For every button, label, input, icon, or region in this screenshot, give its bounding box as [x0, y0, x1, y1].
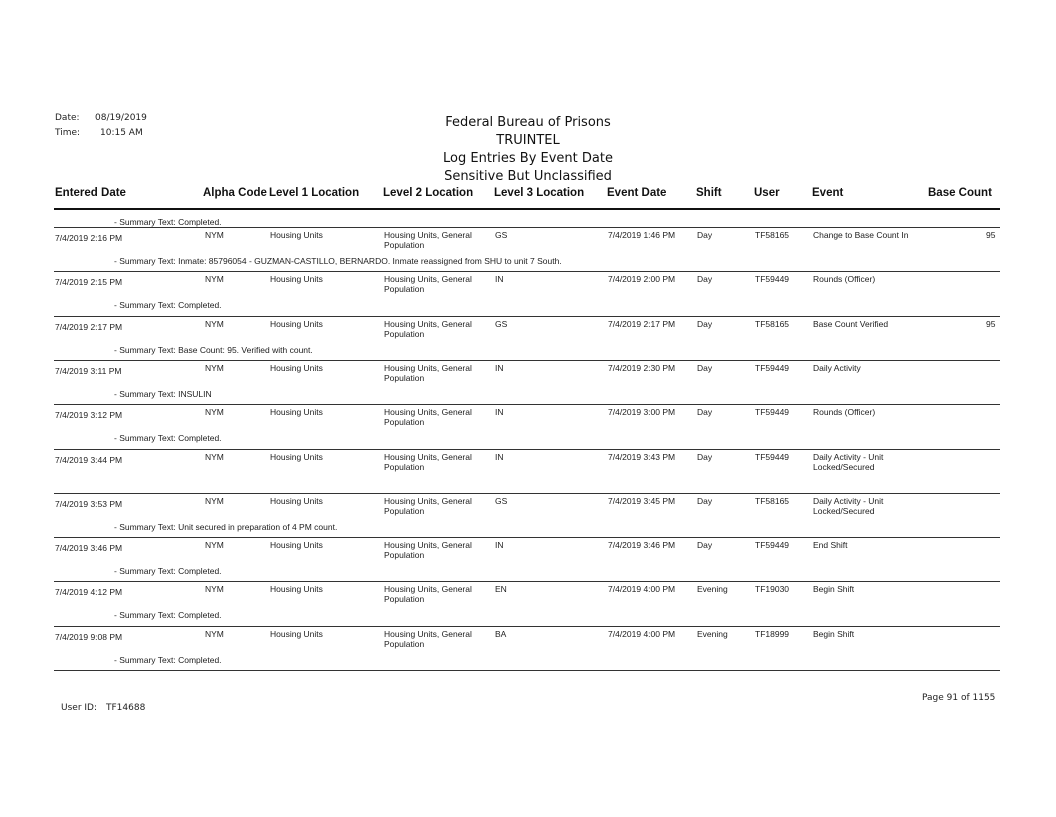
cell-level3-location: IN — [495, 451, 504, 462]
cell-user: TF58165 — [755, 230, 790, 240]
cell-base-count: 95 — [986, 318, 996, 329]
summary-text: - Summary Text: Completed. — [114, 566, 222, 577]
row-separator — [54, 493, 1000, 494]
row-separator — [54, 449, 1000, 450]
row-separator — [54, 404, 1000, 405]
cell-entered-date: 7/4/2019 3:11 PM — [55, 365, 122, 376]
cell-event-date: 7/4/2019 2:30 PM — [608, 362, 676, 373]
cell-event: Change to Base Count In — [813, 230, 909, 240]
cell-level1-location: Housing Units — [270, 540, 323, 551]
cell-alpha-code: NYM — [205, 230, 224, 240]
cell-level2-location: Housing Units, General Population — [384, 407, 472, 428]
summary-text: - Summary Text: Completed. — [114, 433, 222, 444]
cell-level3-location: EN — [495, 584, 507, 595]
cell-level3-location: IN — [495, 540, 504, 551]
cell-base-count: 95 — [986, 230, 996, 240]
cell-user: TF59449 — [755, 362, 790, 373]
cell-alpha-code: NYM — [205, 628, 224, 639]
cell-event-date: 7/4/2019 2:00 PM — [608, 274, 676, 285]
cell-level3-location: IN — [495, 407, 504, 418]
cell-entered-date: 7/4/2019 2:15 PM — [55, 277, 123, 288]
cell-level3-location: GS — [495, 230, 508, 240]
cell-level3-location: GS — [495, 318, 508, 329]
cell-entered-date: 7/4/2019 3:12 PM — [55, 410, 123, 421]
cell-entered-date: 7/4/2019 2:17 PM — [55, 321, 123, 332]
cell-entered-date: 7/4/2019 3:46 PM — [55, 543, 123, 554]
cell-level2-location: Housing Units, General Population — [384, 451, 472, 472]
cell-level3-location: IN — [495, 274, 504, 285]
header-rule — [54, 208, 1000, 210]
summary-text: - Summary Text: Completed. — [114, 610, 222, 621]
cell-shift: Day — [697, 495, 713, 506]
cell-event: End Shift — [813, 540, 848, 551]
date-value: 08/19/2019 — [95, 113, 147, 123]
cell-level2-location: Housing Units, General Population — [384, 230, 472, 250]
summary-text: - Summary Text: Base Count: 95. Verified with count. — [114, 344, 313, 355]
summary-text: - Summary Text: Completed. — [114, 300, 222, 311]
row-separator — [54, 227, 1000, 228]
cell-user: TF59449 — [755, 451, 790, 462]
cell-event-date: 7/4/2019 3:46 PM — [608, 540, 676, 551]
cell-level1-location: Housing Units — [270, 362, 323, 373]
cell-shift: Day — [697, 451, 713, 462]
page-number: Page 91 of 1155 — [922, 693, 996, 703]
cell-level3-location: GS — [495, 495, 508, 506]
col-level1-location: Level 1 Location — [269, 187, 360, 199]
cell-level3-location: IN — [495, 362, 504, 373]
cell-alpha-code: NYM — [205, 540, 224, 551]
cell-user: TF59449 — [755, 407, 790, 418]
cell-level2-location: Housing Units, General Population — [384, 540, 472, 561]
cell-alpha-code: NYM — [205, 274, 224, 285]
cell-user: TF59449 — [755, 274, 790, 285]
cell-event: Daily Activity - Unit Locked/Secured — [813, 495, 884, 516]
row-separator — [54, 537, 1000, 538]
cell-level1-location: Housing Units — [270, 451, 323, 462]
time-label: Time: — [55, 128, 81, 138]
cell-event-date: 7/4/2019 3:45 PM — [608, 495, 676, 506]
cell-level1-location: Housing Units — [270, 318, 323, 329]
cell-user: TF58165 — [755, 318, 790, 329]
row-separator — [54, 360, 1000, 361]
cell-event: Begin Shift — [813, 628, 855, 639]
cell-event: Rounds (Officer) — [813, 407, 876, 418]
cell-shift: Day — [697, 274, 713, 285]
col-level2-location: Level 2 Location — [383, 187, 474, 199]
cell-alpha-code: NYM — [205, 584, 224, 595]
cell-event-date: 7/4/2019 3:00 PM — [608, 407, 676, 418]
cell-alpha-code: NYM — [205, 495, 224, 506]
col-level3-location: Level 3 Location — [494, 187, 585, 199]
col-user: User — [754, 187, 780, 199]
user-id-label: User ID: — [61, 703, 97, 713]
cell-event: Begin Shift — [813, 584, 855, 595]
col-event: Event — [812, 187, 844, 199]
col-event-date: Event Date — [607, 187, 667, 199]
summary-text: - Summary Text: INSULIN — [114, 388, 212, 399]
cell-entered-date: 7/4/2019 4:12 PM — [55, 587, 123, 598]
row-separator — [54, 271, 1000, 272]
cell-event: Daily Activity — [813, 362, 861, 373]
cell-shift: Evening — [697, 584, 728, 595]
cell-level2-location: Housing Units, General Population — [384, 584, 472, 605]
cell-user: TF59449 — [755, 540, 790, 551]
summary-text: - Summary Text: Unit secured in preparation of 4 PM count. — [114, 521, 338, 532]
cell-level2-location: Housing Units, General Population — [384, 495, 472, 516]
title-agency: Federal Bureau of Prisons — [445, 115, 611, 130]
cell-entered-date: 7/4/2019 3:44 PM — [55, 454, 123, 465]
cell-shift: Day — [697, 362, 713, 373]
cell-event-date: 7/4/2019 4:00 PM — [608, 584, 676, 595]
row-separator — [54, 626, 1000, 627]
cell-level1-location: Housing Units — [270, 584, 323, 595]
cell-event: Rounds (Officer) — [813, 274, 876, 285]
row-separator — [54, 581, 1000, 582]
summary-text: - Summary Text: Completed. — [114, 654, 222, 665]
cell-event-date: 7/4/2019 2:17 PM — [608, 318, 676, 329]
summary-text: - Summary Text: Completed. — [114, 217, 222, 227]
cell-alpha-code: NYM — [205, 451, 224, 462]
cell-level2-location: Housing Units, General Population — [384, 274, 472, 295]
cell-shift: Day — [697, 318, 713, 329]
summary-text: - Summary Text: Inmate: 85796054 - GUZMAN-CASTILLO, BERNARDO. Inmate reassigned from SHU to unit 7 South. — [114, 256, 562, 266]
cell-alpha-code: NYM — [205, 362, 224, 373]
title-report: Log Entries By Event Date — [443, 151, 613, 166]
cell-shift: Day — [697, 407, 713, 418]
cell-user: TF58165 — [755, 495, 790, 506]
date-label: Date: — [55, 113, 80, 123]
cell-entered-date: 7/4/2019 9:08 PM — [55, 631, 123, 642]
cell-event: Daily Activity - Unit Locked/Secured — [813, 451, 884, 472]
cell-user: TF19030 — [755, 584, 790, 595]
cell-level2-location: Housing Units, General Population — [384, 362, 472, 383]
cell-level2-location: Housing Units, General Population — [384, 628, 472, 649]
cell-event-date: 7/4/2019 4:00 PM — [608, 628, 676, 639]
col-entered-date: Entered Date — [55, 187, 126, 199]
title-system: TRUINTEL — [496, 133, 560, 148]
cell-entered-date: 7/4/2019 3:53 PM — [55, 498, 123, 509]
cell-shift: Day — [697, 540, 713, 551]
col-shift: Shift — [696, 187, 722, 199]
cell-user: TF18999 — [755, 628, 790, 639]
cell-level1-location: Housing Units — [270, 274, 323, 285]
cell-level1-location: Housing Units — [270, 628, 323, 639]
col-base-count: Base Count — [928, 187, 992, 199]
cell-event: Base Count Verified — [813, 318, 889, 329]
cell-event-date: 7/4/2019 3:43 PM — [608, 451, 676, 462]
cell-level1-location: Housing Units — [270, 407, 323, 418]
cell-level2-location: Housing Units, General Population — [384, 318, 472, 339]
cell-alpha-code: NYM — [205, 318, 224, 329]
title-classification: Sensitive But Unclassified — [444, 169, 612, 184]
row-separator — [54, 316, 1000, 317]
col-alpha-code: Alpha Code — [203, 187, 267, 199]
table-bottom-rule — [54, 670, 1000, 671]
cell-alpha-code: NYM — [205, 407, 224, 418]
cell-shift: Evening — [697, 628, 728, 639]
cell-event-date: 7/4/2019 1:46 PM — [608, 230, 676, 240]
time-value: 10:15 AM — [100, 128, 143, 138]
cell-shift: Day — [697, 230, 713, 240]
cell-level1-location: Housing Units — [270, 230, 323, 240]
cell-level1-location: Housing Units — [270, 495, 323, 506]
user-id-value: TF14688 — [106, 703, 146, 713]
cell-entered-date: 7/4/2019 2:16 PM — [55, 233, 123, 243]
cell-level3-location: BA — [495, 628, 507, 639]
